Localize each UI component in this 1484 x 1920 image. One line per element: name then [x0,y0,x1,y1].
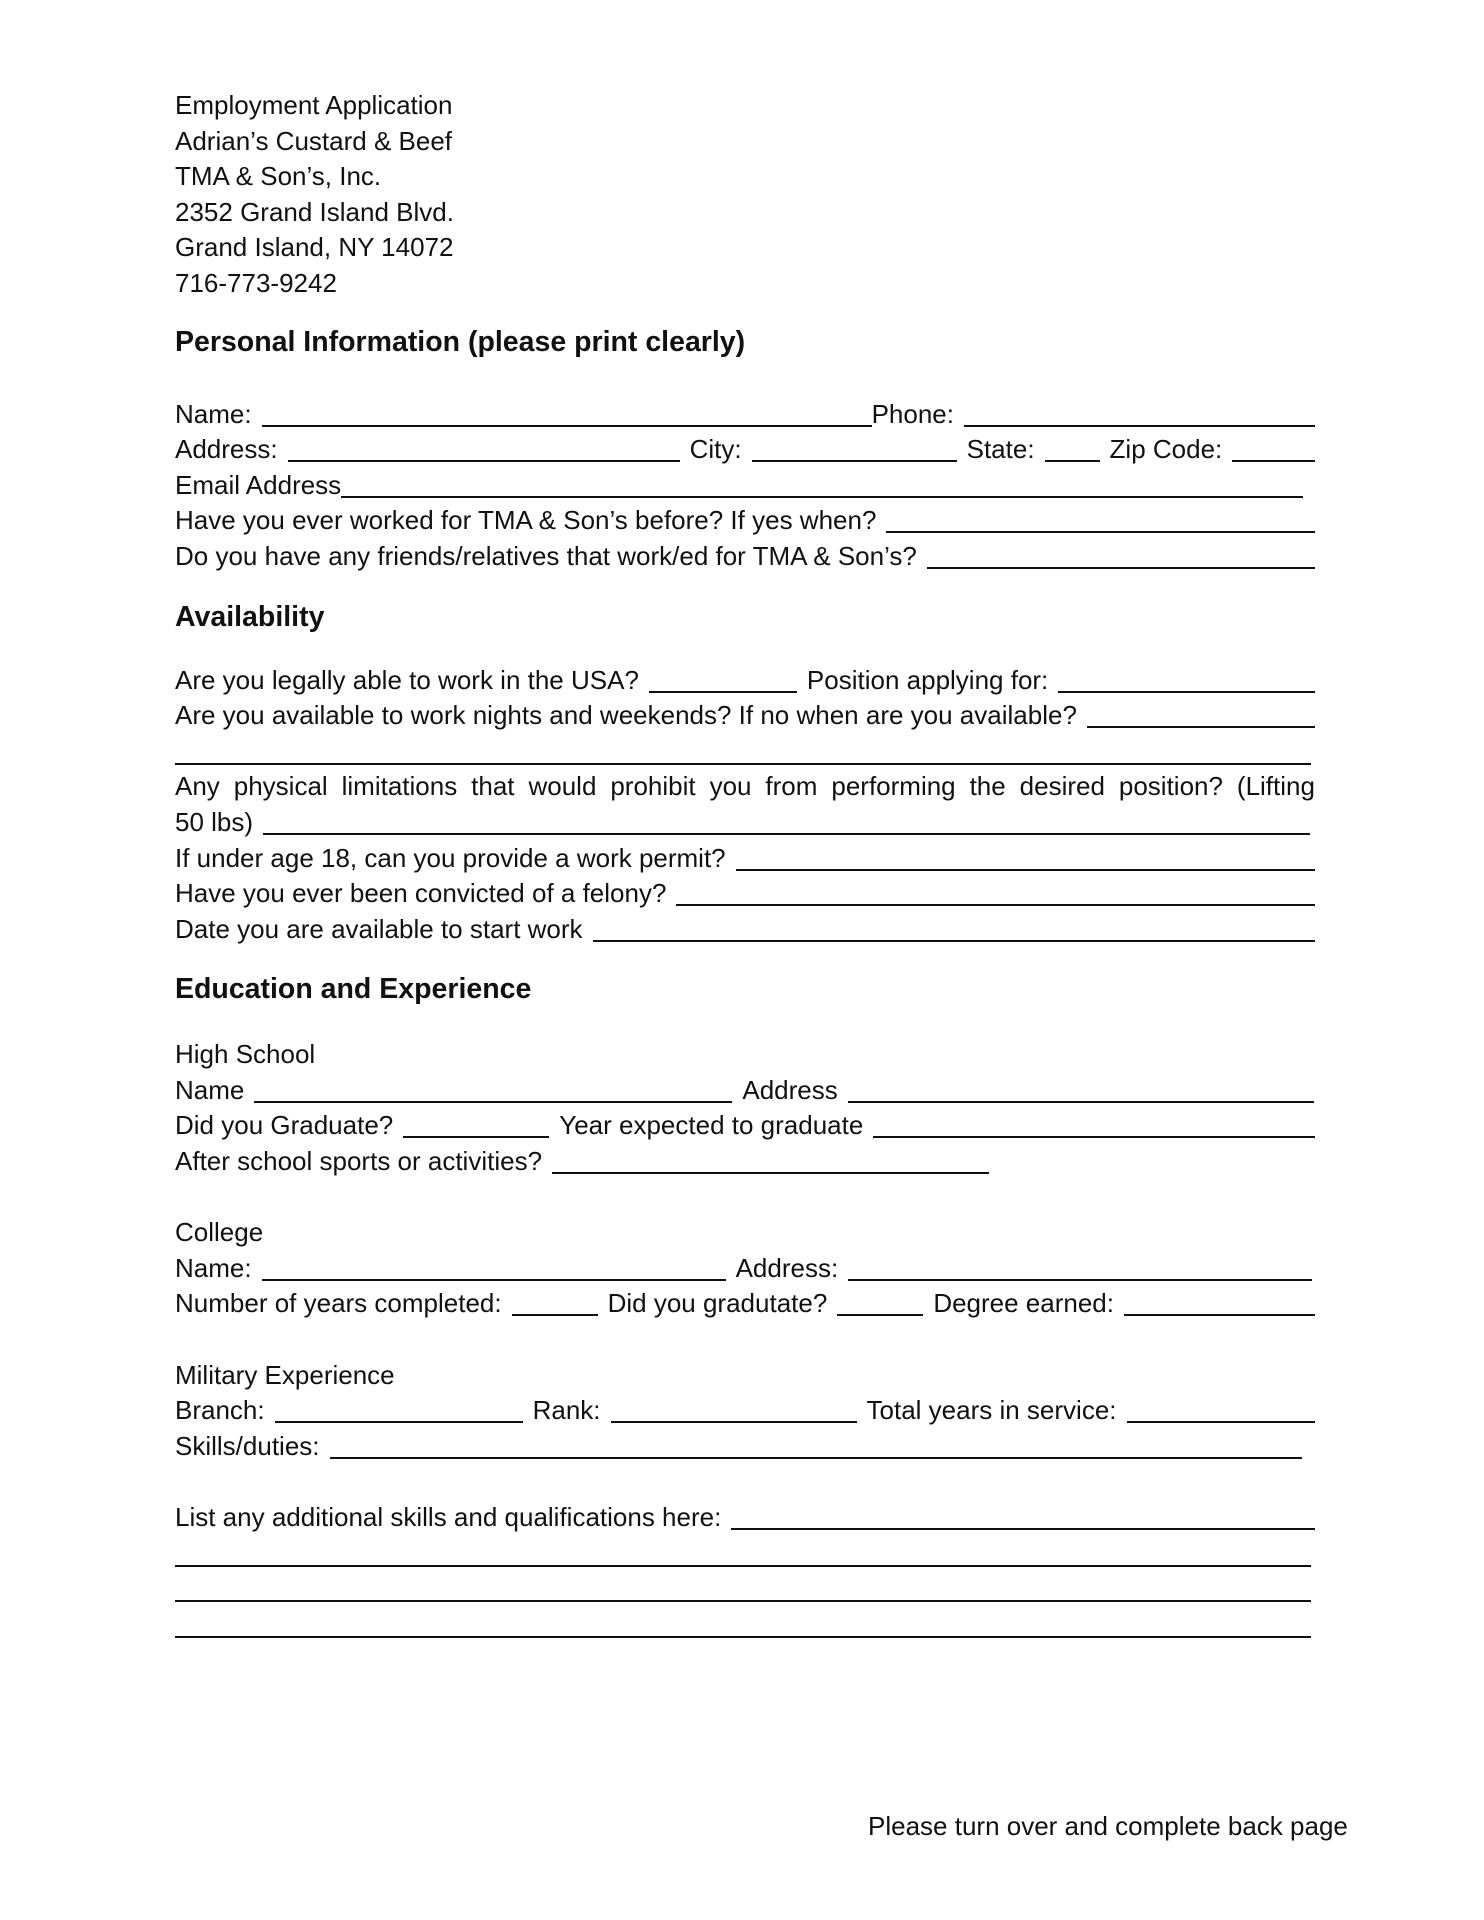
state-label: State: [966,434,1035,465]
college-subheading: College [175,1217,264,1248]
physical-word: you [709,771,752,802]
address-label: Address: [175,434,278,465]
company-street: 2352 Grand Island Blvd. [175,196,454,227]
college-address-label: Address: [735,1252,839,1283]
rank-field[interactable] [611,1421,857,1423]
friends-field[interactable] [927,567,1315,569]
worked-before-field[interactable] [886,531,1315,533]
start-date-row [175,912,1315,948]
college-name-label: Name: [175,1252,252,1283]
state-field[interactable] [1045,460,1100,462]
availability-continuation-field[interactable] [175,763,1311,765]
friends-row [175,539,1315,575]
felony-field[interactable] [676,904,1315,906]
physical-word: performing [831,771,956,802]
company-name: Adrian’s Custard & Beef [175,125,452,156]
branch-field[interactable] [275,1421,523,1423]
hs-graduate-row [175,1108,1315,1144]
name-phone-row [175,397,1315,433]
personal-info-heading: Personal Information (please print clearly) [175,325,746,358]
branch-label: Branch: [175,1395,265,1426]
form-title: Employment Application [175,90,453,120]
address-row [175,432,1315,468]
physical-limitations-cont-row [175,805,1315,841]
degree-label: Degree earned: [933,1288,1114,1319]
hs-address-label: Address [742,1074,838,1105]
college-name-address-row [175,1251,1315,1287]
degree-field[interactable] [1124,1314,1315,1316]
legal-position-row [175,663,1315,699]
additional-skills-field[interactable] [731,1528,1315,1530]
start-date-field[interactable] [593,940,1315,942]
hs-name-address-row [175,1073,1315,1109]
physical-word: position? [1118,771,1223,802]
physical-word: the [969,771,1006,802]
physical-limitations-cont-label: 50 lbs) [175,806,254,837]
availability-continuation-line [175,734,1315,770]
hs-address-field[interactable] [848,1101,1314,1103]
felony-label: Have you ever been convicted of a felony? [175,878,667,909]
skills-duties-row [175,1429,1315,1465]
physical-word: Any [175,771,220,802]
service-years-field[interactable] [1127,1421,1315,1423]
name-field[interactable] [262,425,872,427]
physical-limitations-field[interactable] [263,833,1310,835]
email-field[interactable] [341,496,1303,498]
additional-skills-line [175,1607,1315,1643]
hs-graduate-field[interactable] [403,1136,549,1138]
phone-field[interactable] [964,425,1315,427]
college-graduated-field[interactable] [837,1314,923,1316]
physical-word: that [471,771,515,802]
additional-skills-line-field[interactable] [175,1600,1311,1602]
rank-label: Rank: [532,1395,601,1426]
work-permit-field[interactable] [736,869,1315,871]
physical-word: (Lifting [1236,771,1315,802]
physical-word: limitations [341,771,458,802]
nights-weekends-field[interactable] [1087,726,1315,728]
zip-field[interactable] [1232,460,1315,462]
start-date-label: Date you are available to start work [175,913,583,944]
worked-before-label: Have you ever worked for TMA & Son’s before? If yes when? [175,505,877,536]
additional-skills-line [175,1536,1315,1572]
zip-label: Zip Code: [1109,434,1223,465]
felony-row [175,876,1315,912]
additional-skills-line-field[interactable] [175,1636,1311,1638]
nights-weekends-label: Are you available to work nights and weekends? If no when are you available? [175,700,1077,731]
hs-name-field[interactable] [254,1101,732,1103]
address-field[interactable] [288,460,680,462]
college-years-row [175,1286,1315,1322]
physical-word: physical [233,771,328,802]
hs-activities-field[interactable] [552,1172,989,1174]
worked-before-row [175,503,1315,539]
additional-skills-label: List any additional skills and qualifications here: [175,1502,722,1532]
college-graduated-label: Did you gradutate? [607,1288,828,1319]
hs-year-label: Year expected to graduate [559,1110,864,1141]
company-header [175,88,1315,302]
back-page-note: Please turn over and complete back page [868,1811,1348,1841]
education-heading: Education and Experience [175,973,532,1006]
additional-skills-line-field[interactable] [175,1565,1311,1567]
service-years-label: Total years in service: [866,1395,1117,1426]
company-legal-name: TMA & Son’s, Inc. [175,161,382,192]
city-label: City: [689,434,742,465]
hs-activities-row [175,1144,1315,1180]
friends-label: Do you have any friends/relatives that work/ed for TMA & Son’s? [175,540,917,571]
email-row [175,468,1315,504]
physical-word: desired [1019,771,1105,802]
college-address-field[interactable] [848,1279,1312,1281]
college-name-field[interactable] [262,1279,726,1281]
legal-work-label: Are you legally able to work in the USA? [175,664,639,695]
physical-word: from [765,771,818,802]
name-label: Name: [175,398,252,429]
hs-graduate-label: Did you Graduate? [175,1110,394,1141]
hs-year-field[interactable] [873,1136,1315,1138]
additional-skills-line [175,1571,1315,1607]
legal-work-field[interactable] [649,691,797,693]
college-years-label: Number of years completed: [175,1288,502,1319]
high-school-subheading: High School [175,1039,316,1070]
city-field[interactable] [752,460,957,462]
physical-word: would [528,771,597,802]
physical-word: prohibit [610,771,696,802]
company-phone: 716-773-9242 [175,267,337,298]
position-field[interactable] [1058,691,1315,693]
military-subheading: Military Experience [175,1359,395,1390]
position-label: Position applying for: [806,664,1049,695]
military-row [175,1393,1315,1429]
physical-limitations-row [175,769,1315,805]
skills-duties-field[interactable] [330,1457,1302,1459]
work-permit-row [175,841,1315,877]
application-page [175,88,1315,1642]
availability-heading: Availability [175,600,325,633]
email-label: Email Address [175,469,342,500]
college-years-field[interactable] [512,1314,598,1316]
hs-activities-label: After school sports or activities? [175,1146,543,1177]
company-city: Grand Island, NY 14072 [175,232,454,263]
work-permit-label: If under age 18, can you provide a work permit? [175,842,726,873]
hs-name-label: Name [175,1074,245,1105]
skills-duties-label: Skills/duties: [175,1430,320,1461]
nights-weekends-row [175,698,1315,734]
phone-label: Phone: [871,398,954,429]
additional-skills-row [175,1500,1315,1536]
